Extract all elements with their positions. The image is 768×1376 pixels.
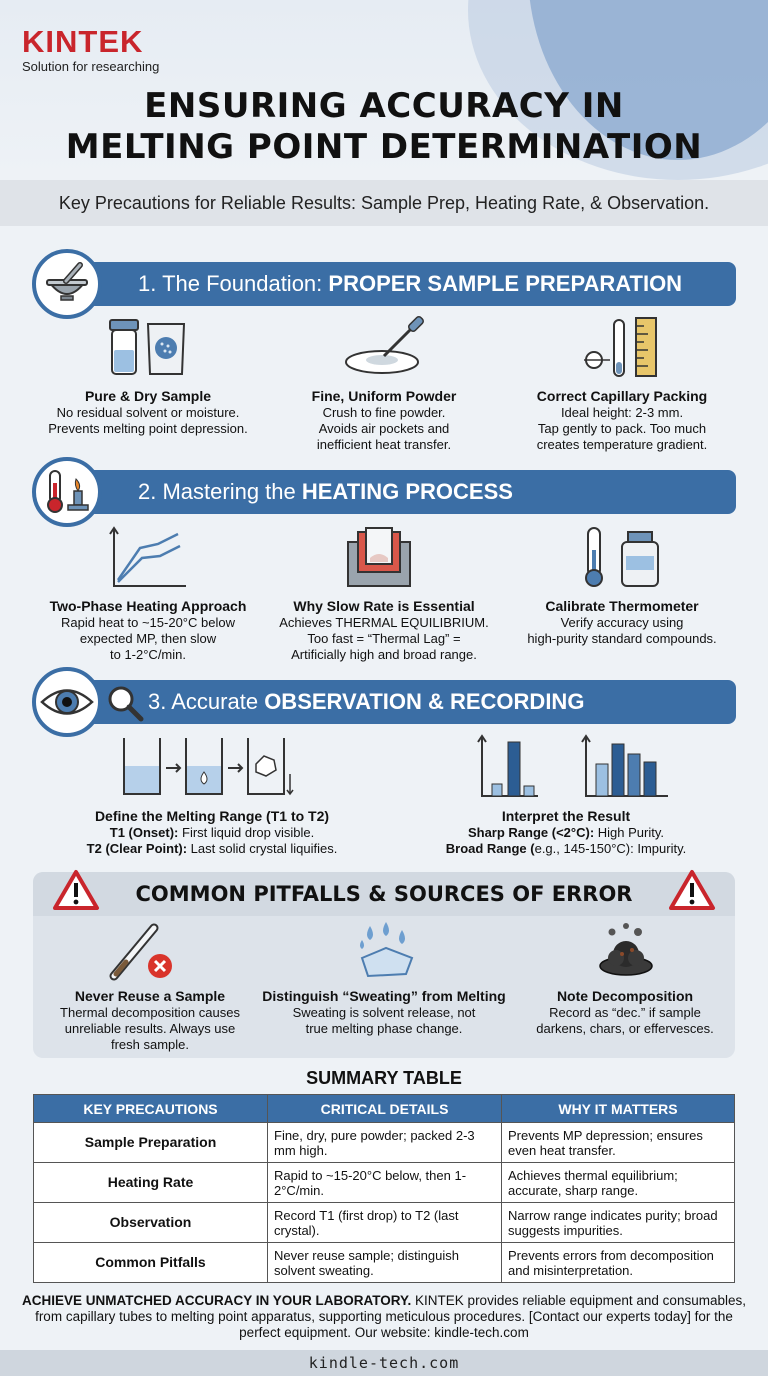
- define-melting-range: [62, 808, 362, 857]
- sample-pure-dry: [23, 388, 273, 437]
- summary-table: [33, 1094, 735, 1283]
- table-cell: Heating Rate: [34, 1163, 268, 1203]
- section-3-prefix: 3. Accurate: [148, 689, 265, 714]
- table-header-row: [34, 1095, 735, 1123]
- item-line: inefficient heat transfer.: [316, 437, 452, 452]
- item-line: true melting phase change.: [305, 1021, 463, 1036]
- capillary-x-icon: [108, 924, 178, 982]
- table-row: [34, 1163, 735, 1203]
- section-2-title: HEATING PROCESS: [301, 479, 513, 504]
- pitfall-sweating: [249, 988, 519, 1037]
- table-cell: Sample Preparation: [34, 1123, 268, 1163]
- section-1-prefix: 1. The Foundation:: [138, 271, 329, 296]
- thermometer-burner-icon: [32, 457, 102, 527]
- item-line: creates temperature gradient.: [536, 437, 708, 452]
- item-line: No residual solvent or moisture.: [56, 405, 240, 420]
- item-line-label: Broad Range (: [445, 841, 535, 856]
- table-row: [34, 1243, 735, 1283]
- item-line: Artificially high and broad range.: [291, 647, 477, 662]
- table-row: [34, 1123, 735, 1163]
- range-bars-icon: [474, 736, 674, 800]
- item-line: Avoids air pockets and: [318, 421, 450, 436]
- brand: [22, 26, 159, 74]
- section-3-banner: [60, 680, 736, 724]
- table-cell: Achieves thermal equilibrium; accurate, sharp range.: [502, 1163, 735, 1203]
- table-header: CRITICAL DETAILS: [268, 1095, 502, 1123]
- sample-capillary-packing: [497, 388, 747, 453]
- pitfalls-title: COMMON PITFALLS & SOURCES OF ERROR: [135, 882, 633, 906]
- item-line: Record as “dec.” if sample: [549, 1005, 701, 1020]
- interpret-result: [416, 808, 716, 857]
- item-line: Too fast = “Thermal Lag” =: [307, 631, 461, 646]
- call-to-action: [20, 1293, 748, 1341]
- section-2-banner: [60, 470, 736, 514]
- summary-table-title: SUMMARY TABLE: [306, 1068, 462, 1088]
- table-cell: Prevents MP depression; ensures even heat transfer.: [502, 1123, 735, 1163]
- item-line-label: Sharp Range (<2°C):: [467, 825, 595, 840]
- table-cell: Fine, dry, pure powder; packed 2-3 mm high.: [268, 1123, 502, 1163]
- item-line-text: First liquid drop visible.: [178, 825, 315, 840]
- item-title: Define the Melting Range (T1 to T2): [94, 808, 330, 824]
- droplets-crystal-icon: [352, 922, 418, 980]
- table-row: [34, 1203, 735, 1243]
- brand-tagline: Solution for researching: [22, 59, 160, 74]
- table-cell: Never reuse sample; distinguish solvent sweating.: [268, 1243, 502, 1283]
- item-line: to 1-2°C/min.: [109, 647, 186, 662]
- item-line-text: Last solid crystal liquifies.: [187, 841, 338, 856]
- item-line: high-purity standard compounds.: [527, 631, 717, 646]
- sample-fine-powder: [259, 388, 509, 453]
- item-line: Crush to fine powder.: [322, 405, 446, 420]
- table-header: KEY PRECAUTIONS: [34, 1095, 268, 1123]
- item-line: Rapid heat to ~15-20°C below: [61, 615, 235, 630]
- calibrate-thermometer: [497, 598, 747, 647]
- item-title: Two-Phase Heating Approach: [49, 598, 247, 614]
- table-cell: Rapid to ~15-20°C below, then 1-2°C/min.: [268, 1163, 502, 1203]
- kintek-logo: KINTEK: [22, 24, 144, 59]
- eye-icon: [32, 667, 102, 737]
- item-line: Prevents melting point depression.: [48, 421, 248, 436]
- footer-website[interactable]: kindle-tech.com: [0, 1350, 768, 1376]
- table-cell: Record T1 (first drop) to T2 (last crystal).: [268, 1203, 502, 1243]
- cta-text: KINTEK provides reliable equipment and consumables, from capillary tubes to melting point apparatus, supporting meticulous procedures. [Contact our experts today] for the perfect equipment. Our website: kindle-tech.com: [35, 1293, 746, 1340]
- charred-sample-icon: [596, 920, 656, 978]
- section-2-prefix: 2. Mastering the: [138, 479, 302, 504]
- item-line: Thermal decomposition causes: [60, 1005, 240, 1020]
- section-1-banner: [60, 262, 736, 306]
- spatula-powder-icon: [342, 316, 432, 376]
- slow-rate-essential: [259, 598, 509, 663]
- item-title: Fine, Uniform Powder: [311, 388, 457, 404]
- table-header: WHY IT MATTERS: [502, 1095, 735, 1123]
- item-line: Tap gently to pack. Too much: [537, 421, 707, 436]
- item-line-label: T2 (Clear Point):: [86, 841, 188, 856]
- item-line: Verify accuracy using: [560, 615, 684, 630]
- vial-desiccant-icon: [108, 318, 188, 378]
- pitfall-decomposition: [500, 988, 750, 1037]
- table-cell: Observation: [34, 1203, 268, 1243]
- item-line-text: High Purity.: [594, 825, 665, 840]
- item-line: unreliable results. Always use: [64, 1021, 236, 1036]
- heating-block-icon: [346, 528, 412, 588]
- item-title: Why Slow Rate is Essential: [293, 598, 475, 614]
- heating-curve-icon: [108, 528, 188, 588]
- mortar-pestle-icon: [32, 249, 102, 319]
- item-title: Correct Capillary Packing: [536, 388, 708, 404]
- item-line: darkens, chars, or effervesces.: [536, 1021, 714, 1036]
- two-phase-heating: [23, 598, 273, 663]
- cta-headline: ACHIEVE UNMATCHED ACCURACY IN YOUR LABORATORY.: [22, 1293, 412, 1308]
- page-title-line-2: MELTING POINT DETERMINATION: [65, 127, 703, 167]
- item-title: Note Decomposition: [556, 988, 694, 1004]
- item-line: Sweating is solvent release, not: [292, 1005, 476, 1020]
- subtitle: Key Precautions for Reliable Results: Sample Prep, Heating Rate, & Observation.: [58, 193, 710, 213]
- item-title: Calibrate Thermometer: [545, 598, 699, 614]
- warning-icon: [670, 870, 714, 910]
- table-cell: Prevents errors from decomposition and misinterpretation.: [502, 1243, 735, 1283]
- item-title: Never Reuse a Sample: [74, 988, 226, 1004]
- section-3-title: OBSERVATION & RECORDING: [264, 689, 585, 714]
- section-1-title: PROPER SAMPLE PREPARATION: [328, 271, 683, 296]
- item-line: fresh sample.: [110, 1037, 190, 1052]
- magnifier-icon: [106, 684, 144, 722]
- table-cell: Common Pitfalls: [34, 1243, 268, 1283]
- table-cell: Narrow range indicates purity; broad suggests impurities.: [502, 1203, 735, 1243]
- item-title: Distinguish “Sweating” from Melting: [262, 988, 506, 1004]
- page-title-line-1: ENSURING ACCURACY IN: [144, 86, 624, 126]
- melting-stages-icon: [120, 738, 300, 802]
- item-title: Pure & Dry Sample: [84, 388, 212, 404]
- capillary-ruler-icon: [582, 316, 662, 378]
- item-line: Ideal height: 2-3 mm.: [560, 405, 684, 420]
- item-line: expected MP, then slow: [79, 631, 217, 646]
- warning-icon: [54, 870, 98, 910]
- item-line-label: T1 (Onset):: [109, 825, 179, 840]
- item-title: Interpret the Result: [501, 808, 631, 824]
- item-line: Achieves THERMAL EQUILIBRIUM.: [279, 615, 489, 630]
- thermometer-bottle-icon: [582, 526, 662, 588]
- item-line-text: e.g., 145-150°C): Impurity.: [534, 841, 687, 856]
- pitfall-reuse-sample: [20, 988, 280, 1053]
